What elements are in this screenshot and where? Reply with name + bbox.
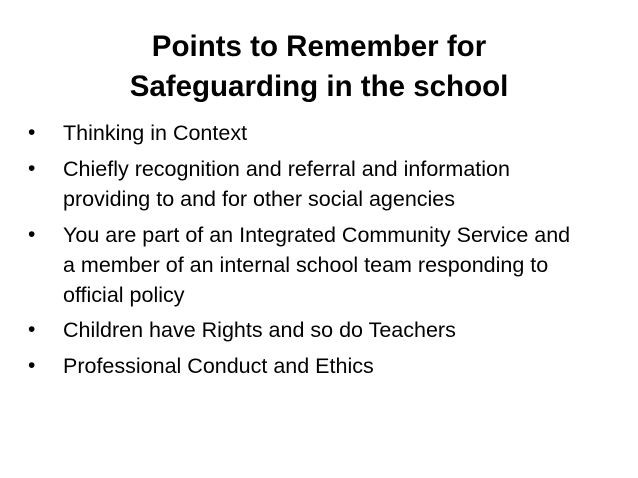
bullet-text: Chiefly recognition and referral and information providing to and for other social agencies [63,157,510,211]
bullet-item-thinking-in-context [28,118,588,148]
bullet-text: Children have Rights and so do Teachers [63,318,456,342]
bullet-item-professional-conduct [28,351,588,381]
bullet-item-integrated-community-service [28,220,588,310]
bullet-text: Professional Conduct and Ethics [63,354,374,378]
bullet-item-children-rights [28,315,588,345]
bullet-list [28,118,588,387]
bullet-dot-icon: • [28,318,36,341]
bullet-text: Thinking in Context [63,121,248,145]
title-line-2: Safeguarding in the school [129,70,509,103]
bullet-dot-icon: • [28,121,36,144]
bullet-item-recognition-referral [28,154,588,214]
slide-title [20,27,618,107]
bullet-dot-icon: • [28,223,36,246]
bullet-dot-icon: • [28,354,36,377]
bullet-dot-icon: • [28,157,36,180]
bullet-text: You are part of an Integrated Community Service and a member of an internal school team responding to official policy [63,223,571,307]
title-line-1: Points to Remember for [151,30,487,63]
